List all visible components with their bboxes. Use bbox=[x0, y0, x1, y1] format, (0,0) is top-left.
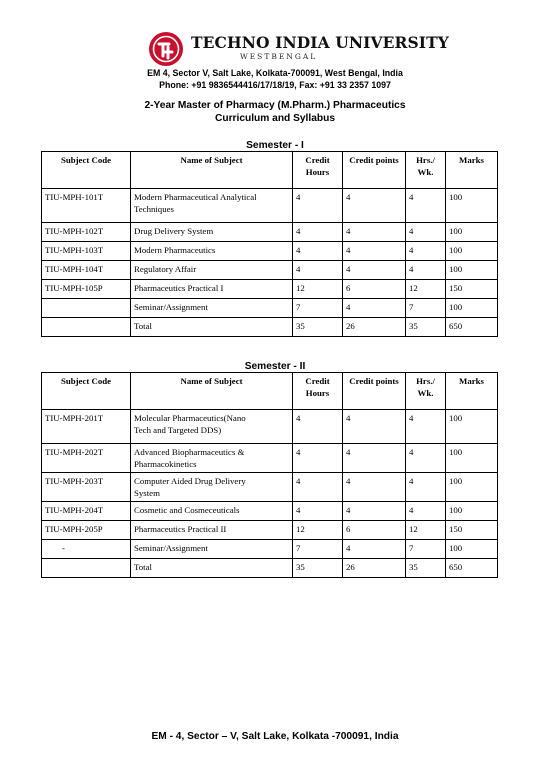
hours-week-cell: 4 bbox=[406, 189, 446, 223]
credit-hours-cell: 35 bbox=[293, 559, 343, 578]
credit-hours-cell: 12 bbox=[293, 521, 343, 540]
subject-name-cell: Seminar/Assignment bbox=[131, 540, 293, 559]
table-header-row bbox=[42, 152, 498, 189]
hours-week-cell: 7 bbox=[406, 540, 446, 559]
program-subtitle: Curriculum and Syllabus bbox=[214, 113, 335, 124]
semester-1-table bbox=[41, 151, 498, 337]
semester-2-title: Semester - II bbox=[244, 361, 306, 372]
column-header-credit-points: Credit points bbox=[343, 373, 406, 410]
column-header-code: Subject Code bbox=[42, 373, 131, 410]
credit-hours-cell: 4 bbox=[293, 410, 343, 444]
subject-code-cell: TIU-MPH-105P bbox=[42, 280, 131, 299]
hours-week-cell: 35 bbox=[406, 559, 446, 578]
subject-code-cell bbox=[42, 318, 131, 337]
column-header-hours-week: Hrs./ Wk. bbox=[406, 373, 446, 410]
university-subtitle: WESTBENGAL bbox=[240, 52, 318, 61]
table-row bbox=[42, 410, 498, 444]
credit-hours-cell: 4 bbox=[293, 502, 343, 521]
marks-cell: 100 bbox=[446, 261, 498, 280]
marks-cell: 100 bbox=[446, 223, 498, 242]
credit-hours-cell: 4 bbox=[293, 261, 343, 280]
subject-code-cell: TIU-MPH-103T bbox=[42, 242, 131, 261]
table-row bbox=[42, 502, 498, 521]
marks-cell: 100 bbox=[446, 189, 498, 223]
subject-name-cell: Modern Pharmaceutics bbox=[131, 242, 293, 261]
credit-hours-cell: 35 bbox=[293, 318, 343, 337]
credit-points-cell: 4 bbox=[343, 189, 406, 223]
table-row bbox=[42, 318, 498, 337]
table-row bbox=[42, 444, 498, 473]
credit-hours-cell: 7 bbox=[293, 540, 343, 559]
credit-points-cell: 4 bbox=[343, 242, 406, 261]
subject-code-cell: TIU-MPH-102T bbox=[42, 223, 131, 242]
subject-name-cell: Seminar/Assignment bbox=[131, 299, 293, 318]
hours-week-cell: 4 bbox=[406, 410, 446, 444]
marks-cell: 100 bbox=[446, 502, 498, 521]
table-header-row bbox=[42, 373, 498, 410]
hours-week-cell: 4 bbox=[406, 223, 446, 242]
subject-code-cell: - bbox=[42, 540, 131, 559]
hours-week-cell: 4 bbox=[406, 261, 446, 280]
column-header-name: Name of Subject bbox=[131, 152, 293, 189]
table-row bbox=[42, 473, 498, 502]
subject-name-cell: Regulatory Affair bbox=[131, 261, 293, 280]
semester-1-title: Semester - I bbox=[246, 140, 304, 151]
header-phone: Phone: +91 9836544416/17/18/19, Fax: +91 33 2357 1097 bbox=[159, 80, 391, 90]
table-row bbox=[42, 540, 498, 559]
credit-points-cell: 4 bbox=[343, 444, 406, 473]
credit-hours-cell: 12 bbox=[293, 280, 343, 299]
table-row bbox=[42, 299, 498, 318]
column-header-credit-hours: Credit Hours bbox=[293, 373, 343, 410]
column-header-hours-week: Hrs./ Wk. bbox=[406, 152, 446, 189]
credit-points-cell: 26 bbox=[343, 559, 406, 578]
credit-points-cell: 4 bbox=[343, 410, 406, 444]
subject-name-cell: Cosmetic and Cosmeceuticals bbox=[131, 502, 293, 521]
hours-week-cell: 12 bbox=[406, 521, 446, 540]
hours-week-cell: 4 bbox=[406, 502, 446, 521]
marks-cell: 150 bbox=[446, 521, 498, 540]
table-row bbox=[42, 223, 498, 242]
credit-points-cell: 4 bbox=[343, 261, 406, 280]
hours-week-cell: 12 bbox=[406, 280, 446, 299]
table-row bbox=[42, 280, 498, 299]
header-address: EM 4, Sector V, Salt Lake, Kolkata-700091, West Bengal, India bbox=[147, 68, 403, 78]
hours-week-cell: 4 bbox=[406, 242, 446, 261]
subject-name-cell: Advanced Biopharmaceutics & Pharmacokinetics bbox=[131, 444, 293, 473]
marks-cell: 100 bbox=[446, 299, 498, 318]
subject-name-cell: Total bbox=[131, 559, 293, 578]
credit-points-cell: 4 bbox=[343, 502, 406, 521]
subject-name-cell: Pharmaceutics Practical II bbox=[131, 521, 293, 540]
subject-code-cell bbox=[42, 299, 131, 318]
subject-name-cell: Modern Pharmaceutical Analytical Techniques bbox=[131, 189, 293, 223]
marks-cell: 650 bbox=[446, 559, 498, 578]
hours-week-cell: 7 bbox=[406, 299, 446, 318]
table-row bbox=[42, 242, 498, 261]
subject-code-cell: TIU-MPH-104T bbox=[42, 261, 131, 280]
marks-cell: 100 bbox=[446, 473, 498, 502]
table-row bbox=[42, 521, 498, 540]
credit-points-cell: 4 bbox=[343, 299, 406, 318]
credit-points-cell: 4 bbox=[343, 223, 406, 242]
footer-address: EM - 4, Sector – V, Salt Lake, Kolkata -700091, India bbox=[151, 731, 399, 742]
marks-cell: 650 bbox=[446, 318, 498, 337]
marks-cell: 100 bbox=[446, 540, 498, 559]
credit-points-cell: 4 bbox=[343, 540, 406, 559]
subject-code-cell: TIU-MPH-203T bbox=[42, 473, 131, 502]
credit-points-cell: 6 bbox=[343, 280, 406, 299]
university-name: TECHNO INDIA UNIVERSITY bbox=[191, 33, 449, 52]
subject-code-cell: TIU-MPH-101T bbox=[42, 189, 131, 223]
credit-hours-cell: 7 bbox=[293, 299, 343, 318]
program-title: 2-Year Master of Pharmacy (M.Pharm.) Pharmaceutics bbox=[144, 100, 406, 111]
marks-cell: 100 bbox=[446, 410, 498, 444]
university-logo bbox=[0, 31, 550, 71]
marks-cell: 150 bbox=[446, 280, 498, 299]
semester-2-table bbox=[41, 372, 498, 578]
credit-points-cell: 4 bbox=[343, 473, 406, 502]
subject-name-cell: Total bbox=[131, 318, 293, 337]
subject-name-cell: Computer Aided Drug Delivery System bbox=[131, 473, 293, 502]
column-header-credit-points: Credit points bbox=[343, 152, 406, 189]
techno-india-logo-icon bbox=[148, 31, 184, 67]
credit-hours-cell: 4 bbox=[293, 189, 343, 223]
table-row bbox=[42, 261, 498, 280]
column-header-code: Subject Code bbox=[42, 152, 131, 189]
subject-name-cell: Pharmaceutics Practical I bbox=[131, 280, 293, 299]
marks-cell: 100 bbox=[446, 242, 498, 261]
credit-hours-cell: 4 bbox=[293, 473, 343, 502]
credit-points-cell: 26 bbox=[343, 318, 406, 337]
credit-hours-cell: 4 bbox=[293, 223, 343, 242]
subject-code-cell: TIU-MPH-204T bbox=[42, 502, 131, 521]
hours-week-cell: 35 bbox=[406, 318, 446, 337]
subject-code-cell: TIU-MPH-205P bbox=[42, 521, 131, 540]
credit-hours-cell: 4 bbox=[293, 242, 343, 261]
column-header-marks: Marks bbox=[446, 152, 498, 189]
credit-points-cell: 6 bbox=[343, 521, 406, 540]
column-header-credit-hours: Credit Hours bbox=[293, 152, 343, 189]
subject-name-cell: Molecular Pharmaceutics(Nano Tech and Targeted DDS) bbox=[131, 410, 293, 444]
column-header-marks: Marks bbox=[446, 373, 498, 410]
subject-code-cell: TIU-MPH-202T bbox=[42, 444, 131, 473]
subject-name-cell: Drug Delivery System bbox=[131, 223, 293, 242]
marks-cell: 100 bbox=[446, 444, 498, 473]
hours-week-cell: 4 bbox=[406, 473, 446, 502]
column-header-name: Name of Subject bbox=[131, 373, 293, 410]
subject-code-cell: TIU-MPH-201T bbox=[42, 410, 131, 444]
subject-code-cell bbox=[42, 559, 131, 578]
credit-hours-cell: 4 bbox=[293, 444, 343, 473]
hours-week-cell: 4 bbox=[406, 444, 446, 473]
table-row bbox=[42, 559, 498, 578]
table-row bbox=[42, 189, 498, 223]
